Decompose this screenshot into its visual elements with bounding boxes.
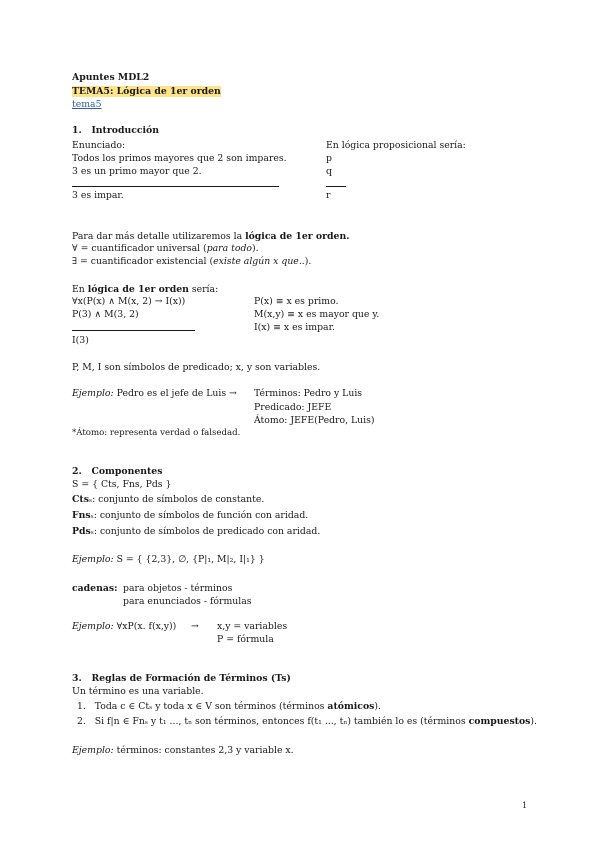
fol-premise-2: P(3) ∧ M(3, 2) [72, 309, 139, 320]
page-number: 1 [522, 801, 528, 810]
predicate-def: P(x) ≡ x es primo. [254, 296, 339, 307]
conclusion: 3 es impar. [72, 190, 124, 201]
premise-1: Todos los primos mayores que 2 son impares. [72, 153, 287, 164]
def-predicates: Pdsₛ: conjunto de símbolos de predicado con aridad. [72, 526, 321, 537]
footnote: *Átomo: representa verdad o falsedad. [72, 428, 241, 438]
arrow-icon: → [229, 388, 237, 399]
example: Ejemplo: S = { {2,3}, ∅, {P|₁, M|₂, I|₁} } [72, 554, 265, 565]
col-label-propositional: En lógica proposicional sería: [326, 140, 466, 151]
inference-line [72, 330, 195, 331]
predicate-def: M(x,y) ≡ x es mayor que y. [254, 309, 380, 320]
example-formula: P = fórmula [217, 634, 274, 645]
inference-line [72, 186, 279, 187]
example: Ejemplo: términos: constantes 2,3 y variable x. [72, 745, 294, 756]
predicate-def: I(x) ≡ x es impar. [254, 322, 335, 333]
arrow-icon: → [191, 621, 199, 632]
def-constants: Ctsₛ: conjunto de símbolos de constante. [72, 494, 265, 505]
example: Ejemplo: Pedro es el jefe de Luis [72, 388, 227, 399]
exists-icon: ∃ [72, 256, 78, 267]
list-item: 1. Toda c ∈ Ctₛ y toda x ∈ V son términos (términos atómicos). [77, 701, 381, 712]
section-heading: 2. Componentes [72, 466, 163, 477]
section-heading: 3. Reglas de Formación de Términos (Ts) [72, 673, 291, 684]
def-existential: ∃ = cuantificador existencial (existe algún x que..). [72, 256, 312, 267]
paragraph: P, M, I son símbolos de predicado; x, y son variables. [72, 362, 321, 373]
doc-title: Apuntes MDL2 [72, 72, 150, 83]
topic-link[interactable]: tema5 [72, 99, 102, 110]
paragraph: Un término es una variable. [72, 686, 204, 697]
list-item: 2. Si f|n ∈ Fnₛ y t₁ ..., tₙ son términos, entonces f(t₁ ..., tₙ) también lo es (términos compuestos). [77, 716, 538, 727]
prop-var-r: r [326, 190, 331, 201]
example-vars: x,y = variables [217, 621, 288, 632]
fol-conclusion: I(3) [72, 335, 89, 346]
fol-premise-1: ∀x(P(x) ∧ M(x, 2) → I(x)) [72, 296, 186, 307]
col-label-enunciado: Enunciado: [72, 140, 126, 151]
prop-var-p: p [326, 153, 332, 164]
list-item: para enunciados - fórmulas [123, 596, 252, 607]
topic-heading: TEMA5: Lógica de 1er orden [72, 86, 221, 97]
paragraph: En lógica de 1er orden sería: [72, 284, 219, 295]
premise-2: 3 es un primo mayor que 2. [72, 166, 202, 177]
list-item: para objetos - términos [123, 583, 233, 594]
prop-var-q: q [326, 166, 332, 177]
forall-icon: ∀ [72, 243, 78, 254]
def-universal: ∀ = cuantificador universal (para todo). [72, 243, 259, 254]
cadenas-label: cadenas: [72, 583, 118, 594]
example-terms: Términos: Pedro y Luis [254, 388, 363, 399]
def-functions: Fnsₛ: conjunto de símbolos de función con aridad. [72, 510, 309, 521]
example-predicate: Predicado: JEFE [254, 402, 332, 413]
example: Ejemplo: ∀xP(x. f(x,y)) [72, 621, 177, 632]
paragraph: Para dar más detalle utilizaremos la lógica de 1er orden. [72, 231, 350, 242]
example-atom: Átomo: JEFE(Pedro, Luis) [254, 415, 375, 426]
paragraph: S = { Cts, Fns, Pds } [72, 479, 172, 490]
inference-line-short [326, 186, 346, 187]
section-heading: 1. Introducción [72, 125, 160, 136]
